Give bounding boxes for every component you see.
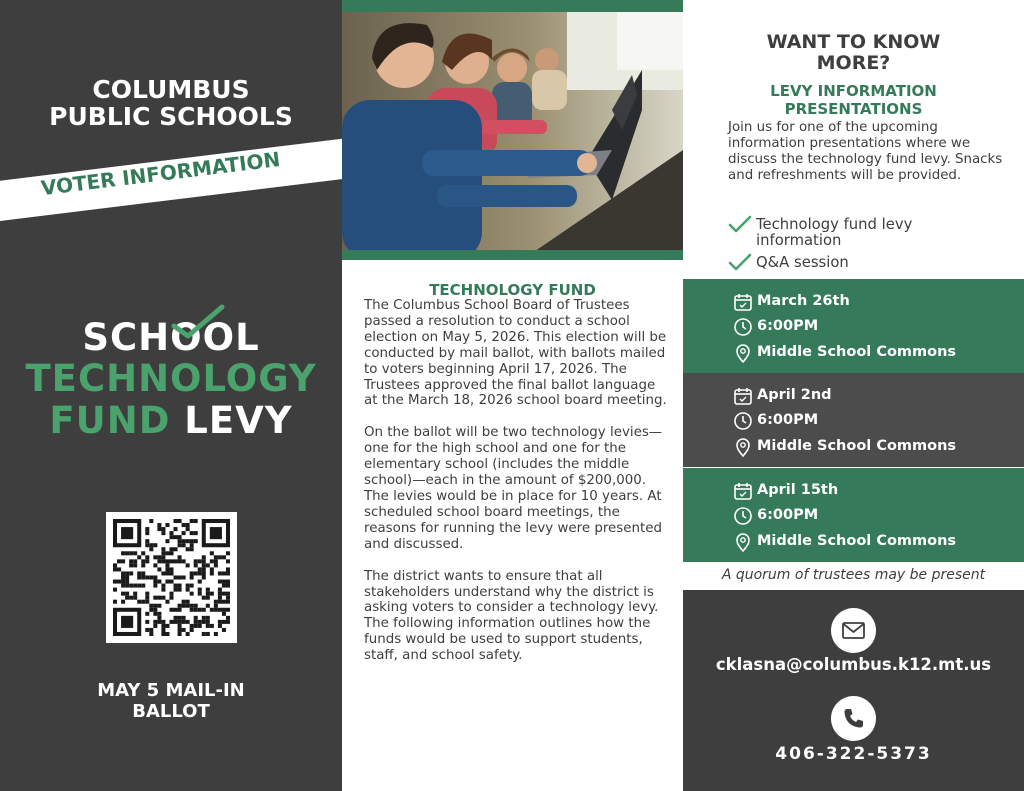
event-block-3 [683, 468, 1024, 562]
clock-icon [733, 411, 753, 431]
quorum-note: A quorum of trustees may be present [721, 567, 986, 583]
location-pin-icon [733, 343, 753, 363]
body-paragraph: The district wants to ensure that all stakeholders understand why the district is asking voters to consider a technology levy. The following information outlines how the funds would be used to support students, staff, and school safety. [364, 568, 659, 664]
checkmark-icon [728, 253, 752, 271]
voter-info-label: VOTER INFORMATION [39, 147, 282, 201]
event-time: 6:00PM [733, 316, 818, 336]
email-icon-circle [831, 608, 876, 653]
event-date: April 2nd [733, 385, 832, 405]
right-panel [683, 0, 1024, 791]
levy-title [0, 318, 342, 442]
event-date: March 26th [733, 291, 850, 311]
check-list-item: Q&A session [728, 255, 988, 271]
qr-code-image [113, 519, 230, 636]
phone-icon [841, 706, 866, 731]
contact-section [683, 590, 1024, 791]
checkmark-icon [170, 304, 226, 340]
checkmark-icon [728, 215, 752, 233]
clock-icon [733, 317, 753, 337]
contact-phone[interactable]: 406-322-5373 [775, 744, 932, 764]
location-pin-icon [733, 532, 753, 552]
event-time: 6:00PM [733, 410, 818, 430]
district-name [0, 76, 342, 130]
calendar-icon [733, 481, 753, 501]
want-to-know-heading: WANT TO KNOW MORE? [766, 31, 941, 74]
students-photo [342, 0, 683, 260]
event-time: 6:00PM [733, 505, 818, 525]
check-list-item: Technology fund levy information [728, 217, 988, 249]
photo-top-bar [342, 0, 683, 12]
technology-fund-body [364, 298, 669, 680]
technology-fund-heading: TECHNOLOGY FUND [429, 281, 596, 299]
contact-email[interactable]: cklasna@columbus.k12.mt.us [715, 655, 992, 674]
mail-in-ballot-note: MAY 5 MAIL-IN BALLOT [97, 680, 245, 722]
body-paragraph: On the ballot will be two technology levies—one for the high school and one for the elementary school (includes the middle school)—each in the amount of $200,000. The levies would be in place for 10 years. At scheduled school board meetings, the reasons for running the levy were presented and discussed. [364, 425, 663, 552]
envelope-icon [841, 618, 866, 643]
levy-title-line1: SCHOOL [0, 318, 342, 358]
levy-title-line2: TECHNOLOGY [25, 357, 317, 400]
presentations-heading: LEVY INFORMATION PRESENTATIONS [770, 82, 937, 118]
middle-panel [342, 0, 683, 791]
event-location: Middle School Commons [733, 342, 956, 362]
district-name-line1: COLUMBUS [92, 75, 250, 104]
left-panel [0, 0, 342, 791]
calendar-icon [733, 386, 753, 406]
event-block-2 [683, 373, 1024, 467]
district-name-line2: PUBLIC SCHOOLS [49, 102, 293, 131]
photo-bottom-bar [342, 250, 683, 260]
phone-icon-circle [831, 696, 876, 741]
students-at-laptops-image [342, 0, 683, 260]
event-location: Middle School Commons [733, 531, 956, 551]
clock-icon [733, 506, 753, 526]
location-pin-icon [733, 437, 753, 457]
body-paragraph: The Columbus School Board of Trustees passed a resolution to conduct a school election on May 5, 2026. This election will be conducted by mail ballot, with ballots mailed to voters beginning April 17, 2026. The Trustees approved the final ballot language at the March 18, 2026 school board meeting. [364, 298, 667, 409]
presentations-description: Join us for one of the upcoming information presentations where we discuss the technology fund levy. Snacks and refreshments will be provided. [728, 120, 1003, 183]
levy-title-line3: FUND LEVY [49, 399, 293, 442]
qr-code[interactable] [106, 512, 237, 643]
calendar-icon [733, 292, 753, 312]
event-block-1 [683, 279, 1024, 373]
event-date: April 15th [733, 480, 838, 500]
event-location: Middle School Commons [733, 436, 956, 456]
